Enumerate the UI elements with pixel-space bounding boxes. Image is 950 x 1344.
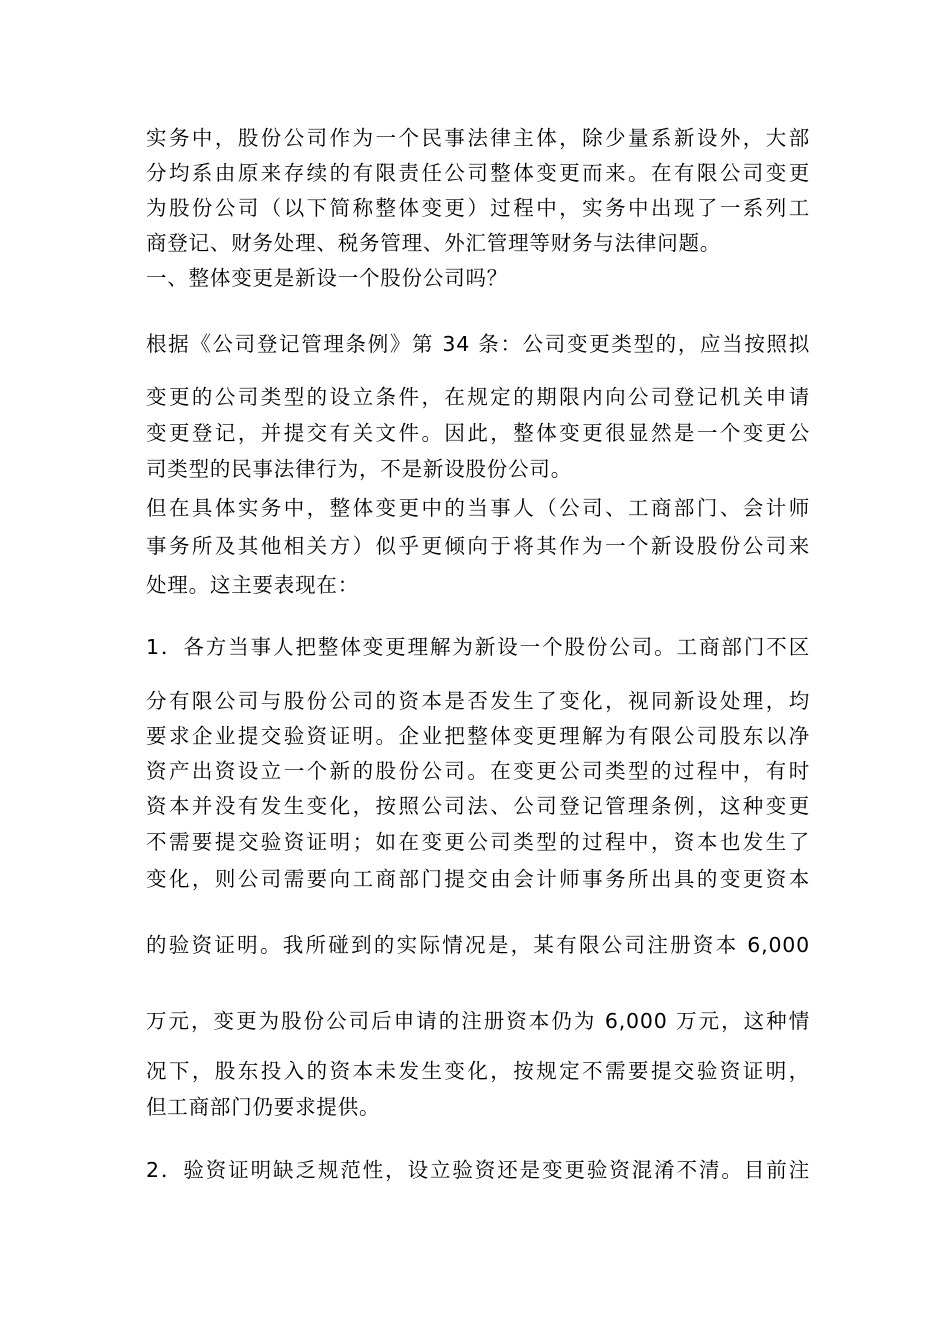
body-text-line: 实务中，股份公司作为一个民事法律主体，除少量系新设外，大部 <box>146 126 810 150</box>
section-heading: 一、整体变更是新设一个股份公司吗？ <box>146 266 509 290</box>
body-text-line: 分均系由原来存续的有限责任公司整体变更而来。在有限公司变更 <box>146 161 810 185</box>
body-text-line: 但在具体实务中，整体变更中的当事人（公司、工商部门、会计师 <box>146 496 810 520</box>
body-text-line: 为股份公司（以下简称整体变更）过程中，实务中出现了一系列工 <box>146 196 810 220</box>
body-text-line: 变更登记，并提交有关文件。因此，整体变更很显然是一个变更公 <box>146 421 810 445</box>
body-text-line: 商登记、财务处理、税务管理、外汇管理等财务与法律问题。 <box>146 231 722 255</box>
body-text-line: 况下，股东投入的资本未发生变化，按规定不需要提交验资证明， <box>146 1059 810 1083</box>
body-text-line: 变化，则公司需要向工商部门提交由会计师事务所出具的变更资本 <box>146 867 810 891</box>
body-text-line: 资本并没有发生变化，按照公司法、公司登记管理条例，这种变更 <box>146 794 810 818</box>
body-text-line: 司类型的民事法律行为，不是新设股份公司。 <box>146 457 572 481</box>
body-text-line: 不需要提交验资证明；如在变更公司类型的过程中，资本也发生了 <box>146 830 810 854</box>
body-text-line: 事务所及其他相关方）似乎更倾向于将其作为一个新设股份公司来 <box>146 534 810 558</box>
list-item-2: 2．验资证明缺乏规范性，设立验资还是变更验资混淆不清。目前注 <box>146 1158 810 1182</box>
list-item-1: 1．各方当事人把整体变更理解为新设一个股份公司。工商部门不区 <box>146 635 810 659</box>
body-text-line: 根据《公司登记管理条例》第 34 条：公司变更类型的，应当按照拟 <box>146 332 810 356</box>
body-text-line: 但工商部门仍要求提供。 <box>146 1095 381 1119</box>
body-text-line: 分有限公司与股份公司的资本是否发生了变化，视同新设处理，均 <box>146 689 810 713</box>
body-text-line: 变更的公司类型的设立条件，在规定的期限内向公司登记机关申请 <box>146 385 810 409</box>
body-text-line: 要求企业提交验资证明。企业把整体变更理解为有限公司股东以净 <box>146 724 810 748</box>
body-text-line: 的验资证明。我所碰到的实际情况是，某有限公司注册资本 6,000 <box>146 933 810 957</box>
body-text-line: 万元，变更为股份公司后申请的注册资本仍为 6,000 万元，这种情 <box>146 1009 810 1033</box>
body-text-line: 资产出资设立一个新的股份公司。在变更公司类型的过程中，有时 <box>146 759 810 783</box>
body-text-line: 处理。这主要表现在： <box>146 573 359 597</box>
